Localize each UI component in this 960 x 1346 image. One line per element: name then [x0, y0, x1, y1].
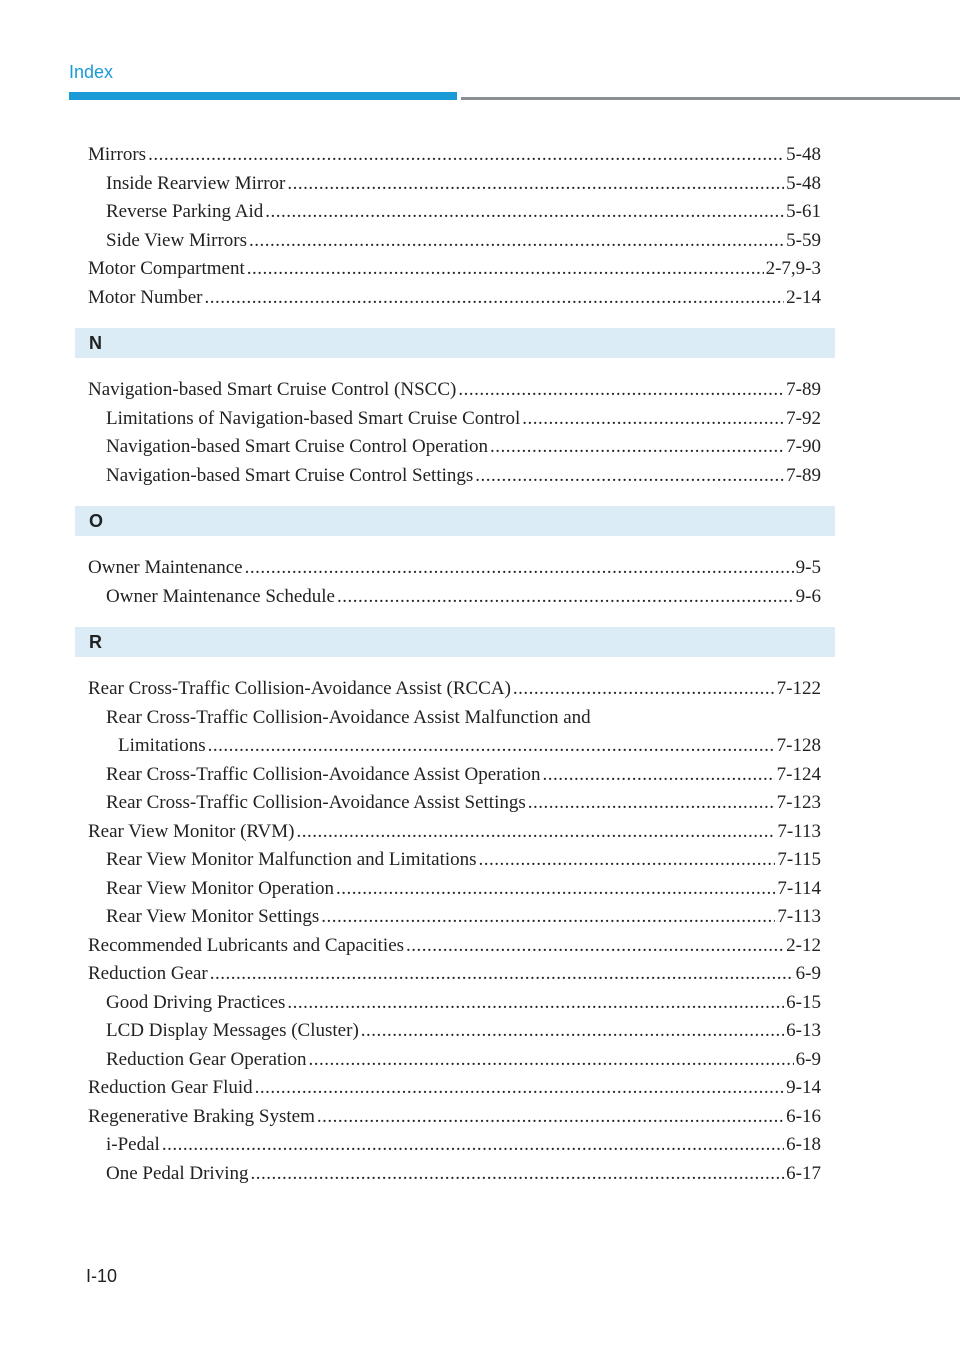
dot-leader	[162, 1131, 784, 1160]
index-entry-label: Navigation-based Smart Cruise Control Operation	[106, 436, 489, 457]
dot-leader	[265, 198, 784, 227]
index-entry-label: Motor Number	[88, 286, 203, 308]
index-content	[75, 141, 835, 1188]
index-section-m	[75, 141, 835, 312]
index-entry-page: 9-6	[795, 585, 821, 607]
index-subentry	[75, 433, 835, 462]
index-subentry	[75, 1131, 835, 1160]
index-entry-label: Rear Cross-Traffic Collision-Avoidance Assist Malfunction and	[106, 706, 591, 728]
index-entry-label: Rear View Monitor Malfunction and Limitations	[106, 849, 477, 870]
index-section-o	[75, 554, 835, 611]
index-entry-label: Regenerative Braking System	[88, 1105, 315, 1127]
index-entry-page: 6-16	[786, 1105, 821, 1127]
index-entry-label: Owner Maintenance Schedule	[106, 585, 335, 607]
index-entry-page: 5-48	[786, 144, 821, 165]
index-entry-page: 2-7,9-3	[765, 258, 821, 279]
index-entry-label: Inside Rearview Mirror	[106, 172, 286, 194]
dot-leader	[543, 761, 775, 790]
dot-leader	[210, 960, 794, 989]
index-subentry	[75, 989, 835, 1018]
section-letter-o: O	[75, 506, 835, 536]
dot-leader	[249, 227, 784, 256]
index-entry-label: Limitations	[118, 735, 206, 756]
index-entry	[75, 141, 835, 170]
header-rule-grey	[461, 97, 960, 100]
index-entry-page: 7-115	[777, 849, 821, 870]
index-entry-label: Recommended Lubricants and Capacities	[88, 934, 405, 956]
index-subentry	[75, 875, 835, 904]
index-entry-label: LCD Display Messages (Cluster)	[106, 1020, 359, 1041]
index-subentry	[75, 903, 835, 932]
dot-leader	[148, 141, 784, 170]
index-subentry	[75, 1046, 835, 1075]
index-entry-page: 7-89	[786, 379, 821, 400]
index-section-n	[75, 376, 835, 490]
index-entry-page: 2-12	[786, 934, 821, 956]
index-entry	[75, 1103, 835, 1132]
index-entry-label: Rear Cross-Traffic Collision-Avoidance Assist (RCCA)	[88, 678, 511, 699]
index-entry-label: Reduction Gear Operation	[106, 1048, 307, 1070]
index-subentry	[75, 1017, 835, 1046]
index-entry-label: Limitations of Navigation-based Smart Cruise Control	[106, 407, 521, 429]
dot-leader	[513, 675, 775, 704]
dot-leader	[247, 255, 764, 284]
index-entry-label: Rear Cross-Traffic Collision-Avoidance Assist Operation	[106, 763, 541, 785]
index-entry-label: Motor Compartment	[88, 258, 245, 279]
index-entry-label: Side View Mirrors	[106, 229, 247, 251]
dot-leader	[336, 875, 775, 904]
index-section-r	[75, 675, 835, 1188]
index-entry-page: 7-92	[786, 407, 821, 429]
index-entry	[75, 818, 835, 847]
index-subentry	[75, 170, 835, 199]
index-entry-page: 6-15	[786, 991, 821, 1013]
index-subentry	[75, 405, 835, 434]
index-entry-label: One Pedal Driving	[106, 1162, 249, 1184]
index-entry-page: 7-113	[777, 906, 821, 927]
index-entry-label: Good Driving Practices	[106, 991, 286, 1013]
index-subentry	[75, 1160, 835, 1189]
index-entry-label: Rear View Monitor (RVM)	[88, 820, 295, 842]
index-entry-label: Rear View Monitor Operation	[106, 877, 335, 899]
index-entry	[75, 1074, 835, 1103]
index-subentry	[75, 462, 835, 491]
index-entry	[75, 376, 835, 405]
section-letter-r: R	[75, 627, 835, 657]
index-entry-label: i-Pedal	[106, 1134, 160, 1155]
index-subentry	[75, 704, 835, 733]
index-entry-label: Navigation-based Smart Cruise Control (NSCC)	[88, 379, 457, 400]
index-subentry	[75, 198, 835, 227]
dot-leader	[406, 932, 784, 961]
index-entry	[75, 255, 835, 284]
dot-leader	[250, 1160, 784, 1189]
dot-leader	[297, 818, 776, 847]
index-entry-label: Reduction Gear Fluid	[88, 1077, 253, 1098]
index-entry	[75, 932, 835, 961]
dot-leader	[287, 170, 784, 199]
index-entry-page: 6-13	[786, 1020, 821, 1041]
dot-leader	[208, 732, 775, 761]
dot-leader	[458, 376, 784, 405]
index-entry-page: 7-123	[776, 792, 821, 813]
index-entry-page: 9-5	[795, 557, 821, 578]
index-entry	[75, 284, 835, 313]
dot-leader	[361, 1017, 784, 1046]
index-entry-label: Reduction Gear	[88, 963, 208, 984]
index-entry-label: Rear View Monitor Settings	[106, 906, 320, 927]
dot-leader	[522, 405, 784, 434]
index-subentry	[75, 583, 835, 612]
dot-leader	[255, 1074, 785, 1103]
index-entry-page: 7-114	[777, 877, 821, 899]
index-entry-page: 6-9	[795, 1048, 821, 1070]
index-entry-page: 7-128	[776, 735, 821, 756]
index-entry	[75, 554, 835, 583]
dot-leader	[490, 433, 784, 462]
dot-leader	[321, 903, 775, 932]
index-entry-page: 6-18	[786, 1134, 821, 1155]
index-entry-label: Rear Cross-Traffic Collision-Avoidance Assist Settings	[106, 792, 526, 813]
index-header-title: Index	[69, 62, 114, 82]
index-entry-page: 7-122	[776, 678, 821, 699]
header-rule-accent	[69, 92, 457, 100]
index-entry-page: 6-9	[795, 963, 821, 984]
dot-leader	[205, 284, 785, 313]
dot-leader	[308, 1046, 793, 1075]
index-entry-page: 5-61	[786, 201, 821, 222]
index-entry	[75, 960, 835, 989]
index-subentry-continuation	[75, 732, 835, 761]
index-entry-page: 9-14	[786, 1077, 821, 1098]
index-entry-page: 6-17	[786, 1162, 821, 1184]
index-entry-page: 7-90	[786, 436, 821, 457]
dot-leader	[528, 789, 775, 818]
page-number: I-10	[86, 1266, 118, 1286]
index-entry-page: 2-14	[786, 286, 821, 308]
index-subentry	[75, 761, 835, 790]
index-entry-label: Navigation-based Smart Cruise Control Settings	[106, 464, 474, 486]
index-entry-label: Reverse Parking Aid	[106, 201, 264, 222]
dot-leader	[475, 462, 784, 491]
dot-leader	[287, 989, 784, 1018]
index-entry-page: 5-59	[786, 229, 821, 251]
index-entry	[75, 675, 835, 704]
index-subentry	[75, 846, 835, 875]
dot-leader	[337, 583, 794, 612]
index-entry-page: 7-124	[776, 763, 821, 785]
index-entry-page: 5-48	[786, 172, 821, 194]
index-subentry	[75, 227, 835, 256]
dot-leader	[245, 554, 794, 583]
index-entry-label: Mirrors	[88, 144, 147, 165]
index-subentry	[75, 789, 835, 818]
index-entry-page: 7-89	[786, 464, 821, 486]
dot-leader	[479, 846, 776, 875]
section-letter-n: N	[75, 328, 835, 358]
dot-leader	[317, 1103, 784, 1132]
index-entry-label: Owner Maintenance	[88, 557, 243, 578]
index-entry-page: 7-113	[777, 820, 821, 842]
